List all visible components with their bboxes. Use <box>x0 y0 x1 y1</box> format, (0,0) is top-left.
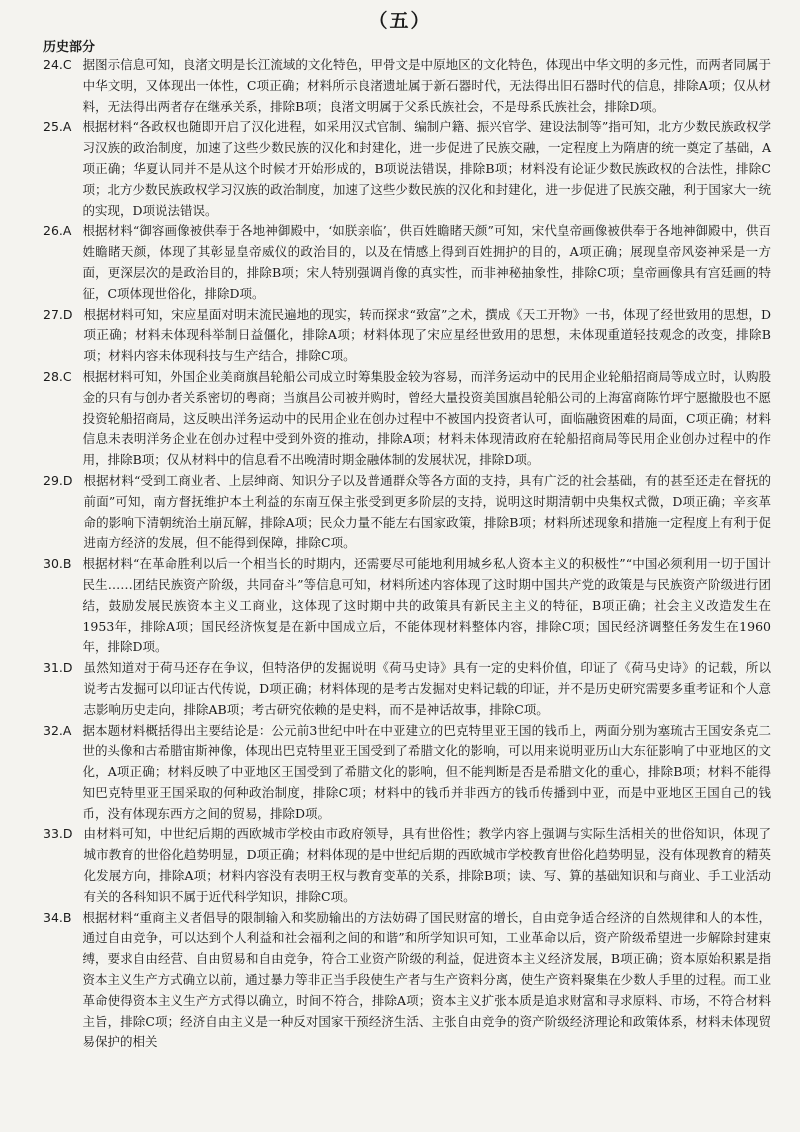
answer-explanation: 根据材料“各政权也随即开启了汉化进程，如采用汉式官制、编制户籍、振兴官学、建设法制等”指可知，北方少数民族政权学习汉族的政治制度，加速了这些少数民族的汉化和封建化，进一步促进了民族交融，一定程度上为隋唐的统一奠定了基础，A项正确；华夏认同并不是从这个时候才开始形成的，B项说法错误，排除B项；材料没有论证少数民族政权的合法性，排除C项；北方少数民族政权学习汉族的政治制度，加速了这些少数民族的汉化和封建化，进一步促进了民族交融，利于国家大一统的实现，D项说法错误。 <box>82 119 771 218</box>
answer-choice: C <box>62 368 72 384</box>
question-number: 31. <box>43 660 63 676</box>
answer-choice: D <box>62 306 73 322</box>
answer-item <box>43 824 771 907</box>
answer-label <box>43 658 84 720</box>
question-number: 30. <box>43 556 63 572</box>
answer-item <box>43 367 771 471</box>
answer-choice: D <box>62 826 73 842</box>
answer-list <box>43 55 771 1053</box>
answer-explanation: 根据材料可知，外国企业美商旗昌轮船公司成立时筹集股金较为容易，而洋务运动中的民用企业轮船招商局等成立时，认购股金的只有与创办者关系密切的粤商；当旗昌公司被并购时，曾经大量投资美国旗昌轮船公司的上海富商陈竹坪宁愿撤股也不愿投资轮船招商局，这反映出洋务运动中的民用企业在创办过程中不被国内投资者认可，面临融资困难的局面，C项正确；材料信息未表明洋务企业在创办过程中受到外资的推动，排除A项；材料未体现清政府在轮船招商局等民用企业创办过程中的作用，排除B项；仅从材料中的信息看不出晚清时期金融体制的发展状况，排除D项。 <box>82 368 771 468</box>
answer-item <box>43 471 771 554</box>
answer-choice: A <box>62 223 72 239</box>
answer-label <box>43 471 84 554</box>
answer-item <box>43 305 771 367</box>
answer-label <box>43 117 82 221</box>
answer-label <box>43 367 83 471</box>
answer-explanation: 据图示信息可知，良渚文明是长江流域的文化特色，甲骨文是中原地区的文化特色，体现出中华文明的多元性，而两者同属于中华文明，又体现出一体性，C项正确；材料所示良渚遗址属于新石器时代，无法得出旧石器时代的信息，排除A项；仅从材料，无法得出两者存在继承关系，排除B项；良渚文明属于父系氏族社会，不是母系氏族社会，排除D项。 <box>82 57 771 114</box>
answer-label <box>43 824 84 907</box>
answer-label <box>43 908 82 1054</box>
answer-explanation: 根据材料“御容画像被供奉于各地神御殿中，‘如朕亲临’，供百姓瞻睹天颜”可知，宋代皇帝画像被供奉于各地神御殿中，供百姓瞻睹天颜，体现了其彰显皇帝威仪的政治目的，以及在情感上得到百姓拥护的目的，A项正确；展现皇帝风姿神采是一方面，更深层次的是政治目的，排除B项；宋人特别强调肖像的真实性，而非神秘抽象性，排除C项；皇帝画像具有宫廷画的特征，C项体现世俗化，排除D项。 <box>82 223 771 301</box>
question-number: 25. <box>43 119 63 135</box>
question-number: 34. <box>43 909 63 925</box>
answer-explanation: 根据材料“重商主义者倡导的限制输入和奖励输出的方法妨碍了国民财富的增长，自由竞争适合经济的自然规律和人的本性，通过自由竞争，可以达到个人利益和社会福利之间的和谐”和所学知识可知，工业革命以后，资产阶级希望进一步解除封建束缚，要求自由经营、自由贸易和自由竞争，符合工业资产阶级的利益，促进资本主义经济发展，B项正确；资本原始积累是指资本主义生产方式确立以前，通过暴力等非正当手段使生产者与生产资料分离，使生产资料聚集在少数人手里的过程。而工业革命使得资本主义生产方式得以确立，时间不符合，排除A项；资本主义扩张本质是追求财富和寻求原料、市场，不符合材料主旨，排除C项；经济自由主义是一种反对国家干预经济生活、主张自由竞争的资产阶级经济理论和政策体系，材料未体现贸易保护的相关 <box>82 909 771 1050</box>
answer-explanation: 据本题材料概括得出主要结论是：公元前3世纪中叶在中亚建立的巴克特里亚王国的钱币上，两面分别为塞琉古王国安条克二世的头像和古希腊宙斯神像，体现出巴克特里亚王国受到了希腊文化的影响，可以用来说明亚历山大东征影响了中亚地区的文化，A项正确；材料反映了中亚地区王国受到了希腊文化的影响，但不能判断是否是希腊文化的重心，排除B项；材料不能得知巴克特里亚王国采取的何种政治制度，排除C项；材料中的钱币并非西方的钱币传播到中亚，而是中亚地区王国自己的钱币，没有体现东西方之间的贸易，排除D项。 <box>82 722 771 821</box>
question-number: 24. <box>43 57 63 72</box>
answer-label <box>43 305 84 367</box>
answer-item <box>43 908 771 1054</box>
answer-choice: B <box>62 909 72 925</box>
question-number: 33. <box>43 826 63 842</box>
question-number: 26. <box>43 223 63 239</box>
question-number: 27. <box>43 306 63 322</box>
answer-item <box>43 658 771 720</box>
answer-explanation: 由材料可知，中世纪后期的西欧城市学校由市政府领导，具有世俗性；教学内容上强调与实际生活相关的世俗知识，体现了城市教育的世俗化趋势明显，D项正确；材料体现的是中世纪后期的西欧城市学校教育世俗化趋势明显，没有体现教育的精英化发展方向，排除A项；材料内容没有表明王权与教育变革的关系，排除B项；读、写、算的基础知识和与商业、手工业活动有关的各科知识不属于近代科学知识，排除C项。 <box>83 826 771 904</box>
answer-label <box>43 221 82 304</box>
answer-label <box>43 554 82 658</box>
answer-choice: D <box>62 660 73 676</box>
answer-item <box>43 117 771 221</box>
answer-item <box>43 554 771 658</box>
answer-choice: A <box>62 722 72 738</box>
question-number: 28. <box>43 368 63 384</box>
answer-item <box>43 55 771 117</box>
answer-label <box>43 721 82 825</box>
answer-label <box>43 55 83 117</box>
answer-explanation: 根据材料“在革命胜利以后一个相当长的时期内，还需要尽可能地利用城乡私人资本主义的积极性”“中国必须利用一切于国计民生……团结民族资产阶级，共同奋斗”等信息可知，材料所述内容体现了这时期中国共产党的政策是与民族资产阶级进行团结，鼓励发展民族资本主义工商业，这体现了这时期中共的政策具有新民主主义的特征，B项正确；社会主义改造发生在1953年，排除A项；国民经济恢复是在新中国成立后，不能体现材料整体内容，排除C项；国民经济调整任务发生在1960年，排除D项。 <box>82 556 771 655</box>
answer-item <box>43 221 771 304</box>
answer-choice: B <box>62 556 72 572</box>
question-number: 29. <box>43 472 63 488</box>
answer-choice: C <box>62 57 72 72</box>
answer-explanation: 虽然知道对于荷马还存在争议，但特洛伊的发掘说明《荷马史诗》具有一定的史料价值，印证了《荷马史诗》的记载，所以说考古发掘可以印证古代传说，D项正确；材料体现的是考古发掘对史料记载的印证，并不是历史研究需要多重考证和个人意志影响历史走向，排除AB项；考古研究依赖的是史料，而不是神话故事，排除C项。 <box>83 660 771 717</box>
answer-choice: A <box>62 119 72 135</box>
answer-explanation: 根据材料可知，宋应星面对明末流民遍地的现实，转而探求“致富”之术，撰成《天工开物》一书，体现了经世致用的思想，D项正确；材料未体现科举制日益僵化，排除A项；材料体现了宋应星经世致用的思想，未体现重道轻技观念的改变，排除B项；材料内容未体现科技与生产结合，排除C项。 <box>83 306 771 364</box>
answer-explanation: 根据材料“受到工商业者、上层绅商、知识分子以及普通群众等各方面的支持，具有广泛的社会基础，有的甚至还走在督抚的前面”可知，南方督抚维护本土利益的东南互保主张受到更多阶层的支持，说明这时期清朝中央集权式微，D项正确；辛亥革命的影响下清朝统治土崩瓦解，排除A项；民众力量不能左右国家政策，排除B项；材料所述现象和措施一定程度上有利于促进南方经济的发展，但不能得到保障，排除C项。 <box>83 472 771 551</box>
answer-choice: D <box>62 472 73 488</box>
section-title: 历史部分 <box>43 40 96 55</box>
page-number: （五） <box>368 10 432 32</box>
question-number: 32. <box>43 722 63 738</box>
answer-item <box>43 721 771 825</box>
